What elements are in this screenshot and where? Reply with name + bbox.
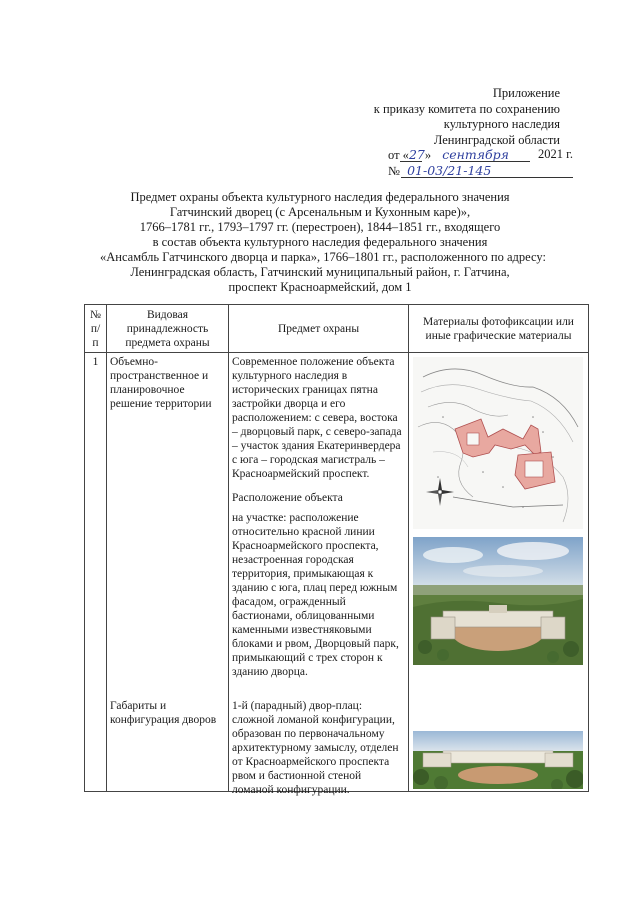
aerial-photo-palace [413, 537, 583, 665]
aerial-photo-courtyard [413, 731, 583, 789]
row-materials [409, 353, 589, 792]
appendix-line: культурного наследия [443, 117, 560, 131]
subject-position: Современное положение объекта культурного наследия в исторических границах пятна застройки дворца и его расположением: с севера, востока – дворцовый парк, с северо-запада – участок здания Екатеринвердера с юга – городская магистраль – Красноармейский проспект. [232, 356, 402, 480]
appendix-block [0, 86, 560, 148]
header-type: Видовая принадлежность предмета охраны [107, 305, 229, 353]
subject-location-heading: Расположение объекта [232, 492, 343, 504]
table-header-row [85, 305, 589, 353]
number-value: 01-03/21-145 [407, 163, 492, 178]
table-row [85, 353, 589, 792]
underline [401, 177, 573, 178]
protection-table [84, 304, 589, 796]
order-date: от «27» сентября 2021 г. [388, 147, 573, 162]
row-subject [229, 353, 409, 796]
header-subject: Предмет охраны [229, 305, 409, 353]
compass-rose-icon [425, 477, 455, 507]
document-title: Предмет охраны объекта культурного наследия федерального значения Гатчинский дворец (с Арсенальным и Кухонным каре)», 1766–1781 гг., 1793–1797 гг. (перестроен), 1844–1851 гг., входящего в состав объекта культурного наследия федерального значения «Ансамбль Гатчинского дворца и парка», 1766–1801 гг., расположенного по адресу: Ленинградская область, Гатчинский муниципальный район, г. Гатчина, проспект Красноармейский, дом 1 [100, 190, 546, 294]
date-day: 27 [408, 147, 425, 162]
subject-location: на участке: расположение относительно красной линии Красноармейского проспекта, незастроенная городская территория, примыкающая к зданию с юга, плац перед южным фасадом, огражденный бастионами, облицованными каменными известняковыми блоками и рвом, Дворцовый парк, примыкающий с трех сторон к зданию дворца. [232, 512, 399, 678]
header-num: № п/п [85, 305, 107, 353]
row-num: 1 [85, 353, 107, 792]
date-month: сентября [442, 147, 509, 162]
order-number: № 01-03/21-145 [388, 163, 492, 178]
appendix-line: Приложение [492, 86, 560, 100]
header-materials: Материалы фотофиксации или иные графические материалы [409, 305, 589, 353]
underline [450, 161, 530, 162]
subject-courtyard: 1-й (парадный) двор-плац: сложной ломаной конфигурации, образован по первоначальному архитектурному замыслу, отделен от Красноармейского проспекта рвом и бастионной стеной ломаной конфигурации. [232, 700, 399, 796]
date-year: 2021 г. [538, 147, 573, 161]
appendix-line: к приказу комитета по сохранению [373, 101, 560, 116]
appendix-line: Ленинградской области [433, 132, 560, 147]
type-layout: Объемно-пространственное и планировочное решение территории [110, 356, 212, 410]
underline [400, 161, 422, 162]
type-courtyards: Габариты и конфигурация дворов [110, 700, 217, 726]
row-type [107, 353, 229, 792]
